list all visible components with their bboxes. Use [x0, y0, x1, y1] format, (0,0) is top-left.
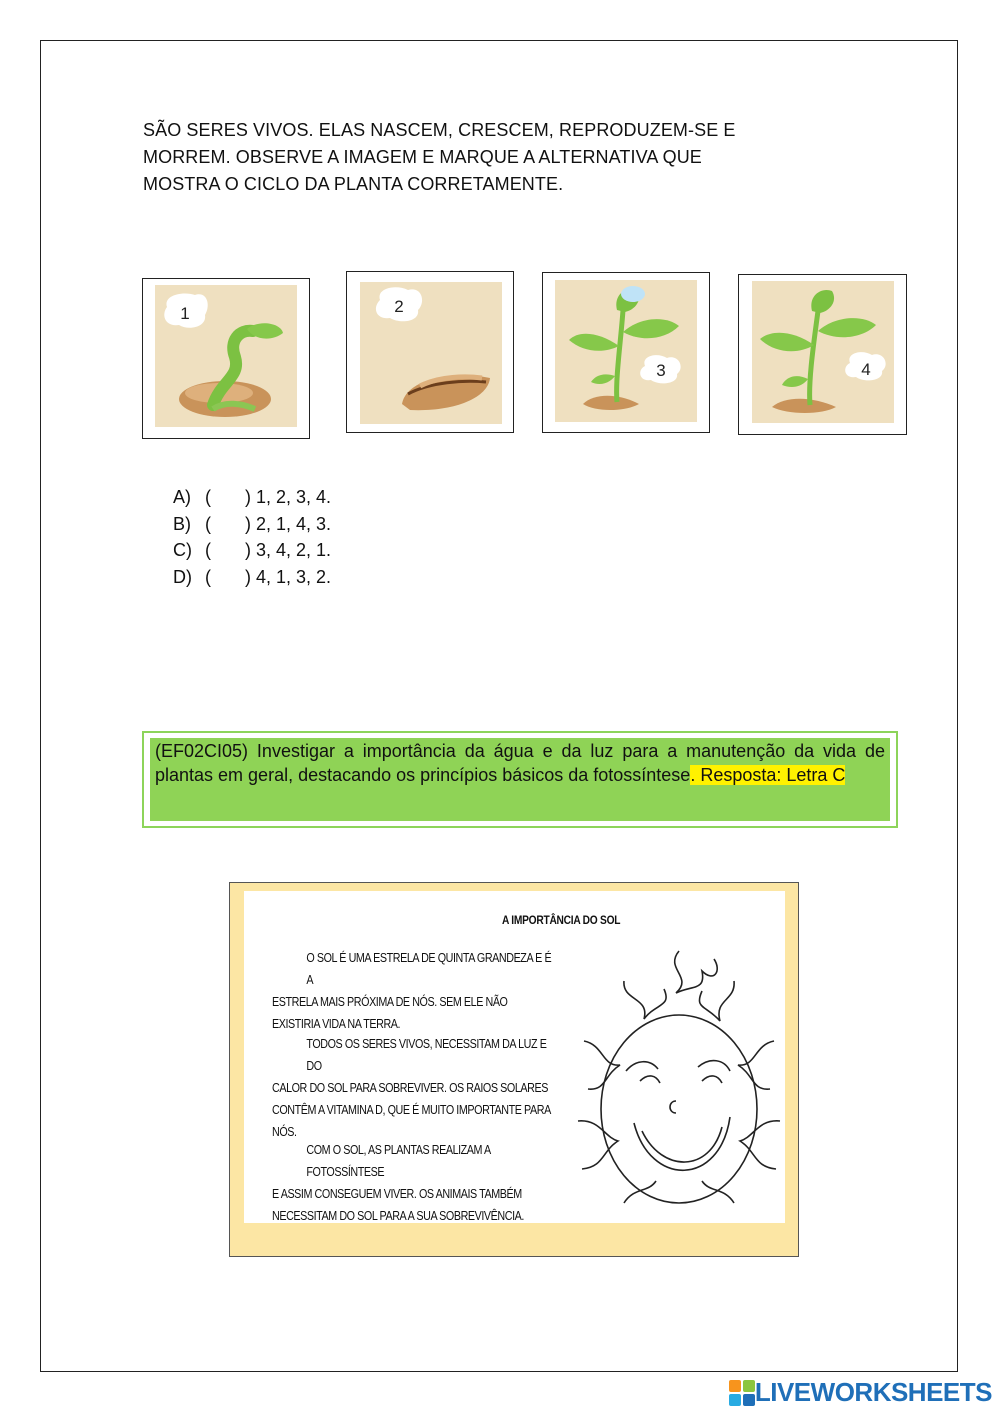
option-c[interactable]	[173, 537, 331, 564]
plant-card-1	[142, 278, 310, 439]
sun-paragraph-first-line: TODOS OS SERES VIVOS, NECESSITAM DA LUZ E DO	[306, 1037, 547, 1073]
liveworksheets-wordmark: LIVEWORKSHEETS	[754, 1377, 992, 1407]
skill-description: (EF02CI05) Investigar a importância da água e da luz para a manutenção da vida de plantas em geral, destacando os princípios básicos da fotossíntese	[155, 741, 885, 785]
card-number: 2	[394, 297, 404, 316]
question-text	[143, 117, 823, 198]
question-line: MOSTRA O CICLO DA PLANTA CORRETAMENTE.	[143, 174, 564, 194]
option-checkbox[interactable]: (	[205, 540, 211, 560]
question-line: MORREM. OBSERVE A IMAGEM E MARQUE A ALTERNATIVA QUE	[143, 147, 702, 167]
sun-paragraph-rest: CALOR DO SOL PARA SOBREVIVER. OS RAIOS SOLARES CONTÊM A VITAMINA D, QUE É MUITO IMPORTANTE PARA NÓS.	[272, 1081, 551, 1139]
sun-paragraph	[272, 1033, 556, 1143]
option-answer: ) 4, 1, 3, 2.	[245, 566, 332, 587]
liveworksheets-logo	[729, 1377, 992, 1408]
option-checkbox[interactable]: (	[205, 487, 211, 507]
option-checkbox[interactable]: (	[205, 513, 211, 534]
plant-card-3	[542, 272, 710, 433]
option-answer: ) 2, 1, 4, 3.	[245, 513, 332, 534]
sun-paragraph-first-line: O SOL É UMA ESTRELA DE QUINTA GRANDEZA E É A	[306, 951, 552, 987]
sun-paragraph-rest: ESTRELA MAIS PRÓXIMA DE NÓS. SEM ELE NÃO EXISTIRIA VIDA NA TERRA.	[272, 995, 508, 1031]
option-answer: ) 3, 4, 2, 1.	[245, 540, 332, 560]
plant-card-2	[346, 271, 514, 433]
sun-paragraph	[272, 947, 556, 1035]
option-answer: ) 1, 2, 3, 4.	[245, 487, 332, 507]
sun-paragraph-first-line: COM O SOL, AS PLANTAS REALIZAM A FOTOSSÍNTESE	[306, 1143, 491, 1179]
option-checkbox[interactable]: (	[205, 566, 211, 587]
question-line: SÃO SERES VIVOS. ELAS NASCEM, CRESCEM, REPRODUZEM-SE E	[143, 120, 736, 140]
skill-text	[155, 740, 885, 787]
option-d[interactable]	[173, 564, 331, 591]
option-letter: D)	[173, 566, 192, 587]
card-number: 1	[180, 304, 190, 323]
sprouting-seed-illustration	[155, 285, 297, 427]
young-plant-water-illustration	[555, 280, 697, 422]
sun-title: A IMPORTÂNCIA DO SOL	[502, 913, 621, 927]
young-plant-illustration	[752, 281, 894, 423]
answer-options	[173, 484, 331, 590]
smiling-sun-drawing	[564, 941, 785, 1223]
seed-illustration	[360, 282, 502, 424]
option-b[interactable]	[173, 511, 331, 538]
answer-highlight: . Resposta: Letra C	[690, 764, 846, 785]
option-letter: A)	[173, 487, 191, 507]
option-a[interactable]	[173, 484, 331, 511]
option-letter: C)	[173, 540, 192, 560]
sun-importance-image	[229, 882, 799, 1257]
card-number: 4	[861, 360, 871, 379]
liveworksheets-logo-icon	[729, 1380, 755, 1406]
sun-paragraph	[272, 1139, 556, 1223]
sun-paragraph-rest: E ASSIM CONSEGUEM VIVER. OS ANIMAIS TAMBÉM NECESSITAM DO SOL PARA A SUA SOBREVIVÊNCIA.	[272, 1187, 524, 1223]
card-number: 3	[656, 361, 666, 380]
option-letter: B)	[173, 513, 191, 534]
sun-importance-panel	[244, 891, 785, 1223]
plant-card-4	[738, 274, 907, 435]
